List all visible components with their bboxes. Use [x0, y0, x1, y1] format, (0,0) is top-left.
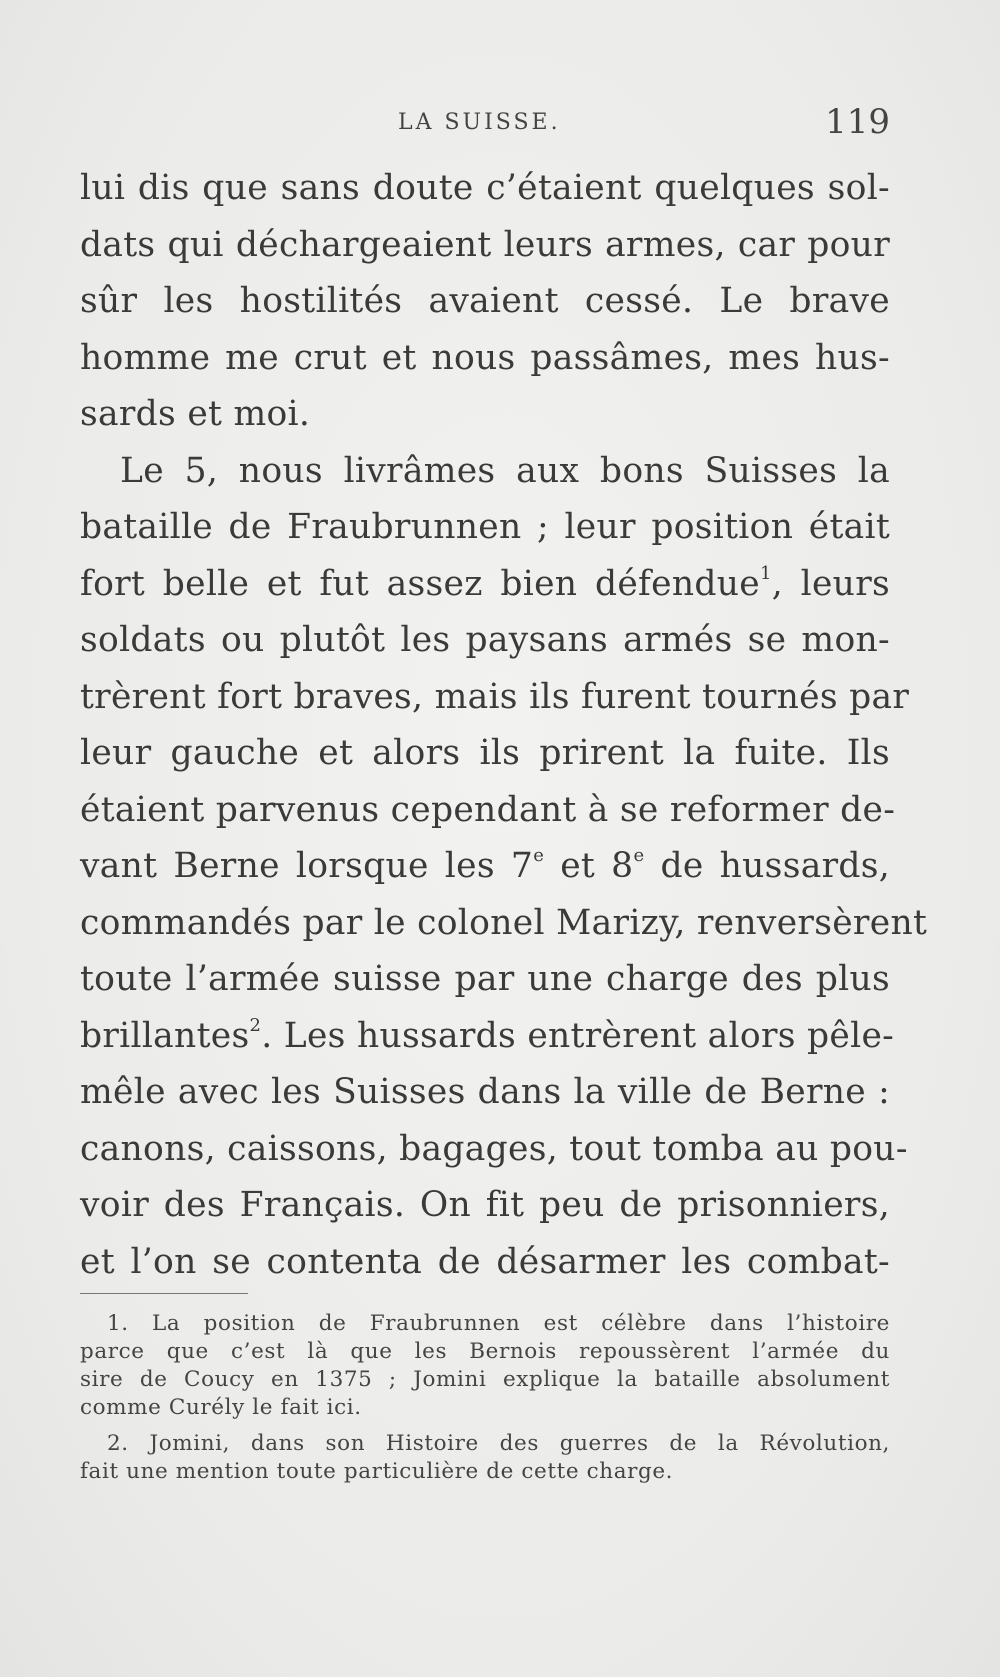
- text-line: mêle avec les Suisses dans la ville de Berne :: [80, 1072, 890, 1112]
- footnote-line: parce que c’est là que les Bernois repoussèrent l’armée du: [80, 1339, 890, 1364]
- text-line: trèrent fort braves, mais ils furent tournés par: [80, 676, 910, 717]
- text-segment: brillantes: [80, 1015, 250, 1056]
- text-segment: vant Berne lorsque les 7: [80, 846, 534, 886]
- text-line: dats qui déchargeaient leurs armes, car pour: [80, 224, 890, 265]
- ordinal-superscript: e: [633, 845, 645, 866]
- text-line: et l’on se contenta de désarmer les combat-: [80, 1241, 890, 1282]
- text-line: Le 5, nous livrâmes aux bons Suisses la: [120, 450, 890, 491]
- ordinal-superscript: e: [533, 845, 545, 866]
- footnote-line: sire de Coucy en 1375 ; Jomini explique la bataille absolument: [80, 1367, 890, 1392]
- text-line: canons, caissons, bagages, tout tomba au pou-: [80, 1128, 908, 1169]
- text-line: commandés par le colonel Marizy, renversèrent: [80, 902, 928, 943]
- footnote-line: fait une mention toute particulière de cette charge.: [80, 1459, 674, 1484]
- text-line: [80, 556, 890, 613]
- page-number: 119: [825, 102, 890, 142]
- text-segment: , leurs: [771, 563, 891, 604]
- footnote-separator: [80, 1293, 248, 1294]
- text-line: lui dis que sans doute c’étaient quelques sol-: [80, 168, 890, 208]
- text-segment: et 8: [544, 846, 634, 886]
- footnote-2: [80, 1430, 890, 1486]
- body-text: [80, 160, 928, 1290]
- text-line: [80, 838, 890, 895]
- footnote-ref-1: 1: [759, 562, 772, 584]
- running-head: [80, 102, 890, 142]
- text-line: soldats ou plutôt les paysans armés se mon-: [80, 620, 890, 660]
- footnote-1: [80, 1310, 890, 1422]
- text-line: homme me crut et nous passâmes, mes hus-: [80, 337, 890, 378]
- footnotes: [80, 1310, 890, 1486]
- text-line: voir des Français. On fit peu de prisonniers,: [80, 1185, 890, 1225]
- footnote-line: 1. La position de Fraubrunnen est célèbre dans l’histoire: [107, 1311, 890, 1336]
- footnote-ref-2: 2: [249, 1014, 262, 1036]
- text-segment: de hussards,: [644, 846, 891, 886]
- footnote-line: comme Curély le fait ici.: [80, 1395, 362, 1420]
- text-segment: . Les hussards entrèrent alors pêle-: [261, 1015, 895, 1056]
- footnote-line: 2. Jomini, dans son Histoire des guerres de la Révolution,: [107, 1431, 890, 1456]
- running-title: LA SUISSE.: [398, 110, 561, 135]
- text-line: étaient parvenus cependant à se reformer de-: [80, 789, 896, 830]
- text-line: sûr les hostilités avaient cessé. Le brave: [80, 281, 890, 321]
- text-segment: fort belle et fut assez bien défendue: [80, 563, 760, 604]
- text-line: toute l’armée suisse par une charge des plus: [80, 959, 890, 999]
- text-line: [80, 1008, 895, 1065]
- text-line: bataille de Fraubrunnen ; leur position était: [80, 507, 890, 547]
- text-line: leur gauche et alors ils prirent la fuite. Ils: [80, 733, 890, 773]
- text-line: sards et moi.: [80, 394, 311, 434]
